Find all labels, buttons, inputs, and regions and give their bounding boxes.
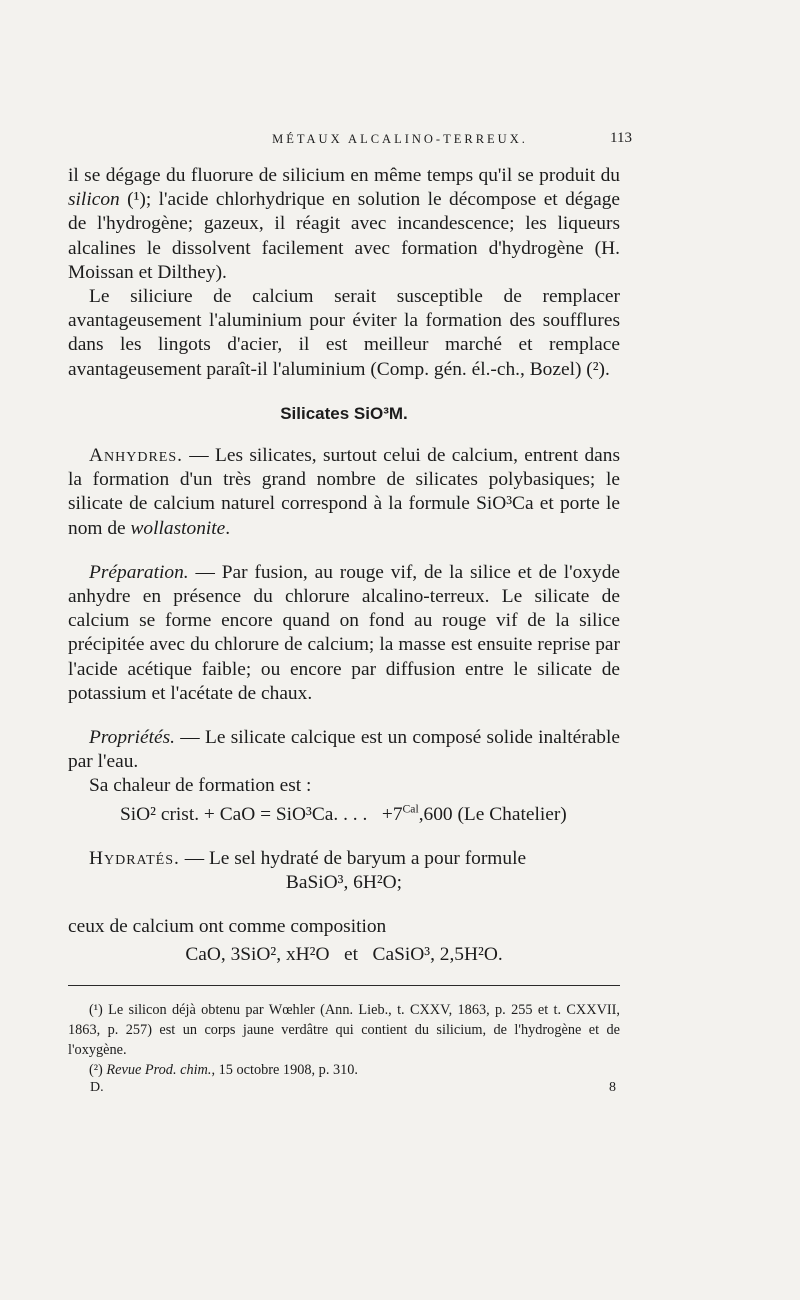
- term-wollastonite: wollastonite: [130, 517, 226, 539]
- equation-barium-silicate: BaSiO³, 6H²O;: [285, 872, 403, 894]
- footnote-divider: [68, 985, 620, 986]
- paragraph-preparation: Préparation. — Par fusion, au rouge vif, de la silice et de l'oxyde anhydre en présence du chlorure alcalino-terreux. Le silicate de calcium se forme encore quand on fond au rouge vif de la silice précipitée avec du chlorure de calcium; la masse est ensuite reprise par l'acide acétique faible; ou encore par diffusion entre le silicate de potassium et l'acétate de chaux.: [68, 561, 620, 704]
- journal-title: Revue Prod. chim.: [106, 1062, 212, 1078]
- running-title: MÉTAUX ALCALINO-TERREUX.: [272, 132, 528, 146]
- paragraph-siliciure: Le siliciure de calcium serait susceptible de remplacer avantageusement l'aluminium pour éviter la formation des soufflures dans les lingots d'acier, il est meilleur marché et remplace avantageusement paraît-il l'aluminium (Comp. gén. él.-ch., Bozel) (²).: [68, 286, 620, 380]
- label-anhydres: Anhydres.: [89, 445, 183, 467]
- signature-number: 8: [609, 1080, 616, 1095]
- paragraph-proprietes: Propriétés. — Le silicate calcique est un composé solide inaltérable par l'eau.: [68, 727, 620, 773]
- term-silicon: silicon: [68, 189, 120, 211]
- footnote-2: (²) Revue Prod. chim., 15 octobre 1908, p. 310.: [89, 1062, 358, 1078]
- footnote-1: (¹) Le silicon déjà obtenu par Wœhler (Ann. Lieb., t. CXXV, 1863, p. 255 et t. CXXVII, 1863, p. 257) est un corps jaune verdâtre qui contient du silicium, de l'hydrogène et de l'oxygène.: [68, 1002, 620, 1058]
- label-preparation: Préparation.: [89, 561, 189, 583]
- paragraph-anhydres: Anhydres. — Les silicates, surtout celui de calcium, entrent dans la formation d'un très grand nombre de silicates polybasiques; le silicate de calcium naturel correspond à la formule SiO³Ca et porte le nom de wollastonite.: [68, 445, 620, 539]
- footnotes: [68, 1000, 620, 1080]
- section-title: Silicates SiO³M.: [280, 403, 408, 423]
- footnote-ref-1: (¹): [127, 189, 146, 211]
- page-number: 113: [610, 130, 632, 146]
- signature-letter: D.: [90, 1080, 104, 1095]
- paragraph-chaleur: Sa chaleur de formation est :: [89, 775, 312, 797]
- equation-calcium-silicates: CaO, 3SiO², xH²O et CaSiO³, 2,5H²O.: [185, 944, 503, 966]
- label-hydrates: Hydratés.: [89, 847, 180, 869]
- paragraph-hydrates: Hydratés. — Le sel hydraté de baryum a pour formule: [89, 847, 527, 869]
- paragraph-ceux: ceux de calcium ont comme composition: [68, 916, 387, 938]
- body-text: [68, 164, 620, 968]
- equation-formation-heat: SiO² crist. + CaO = SiO³Ca. . . . $+7^{Cal},600$ (Le Chatelier): [120, 802, 567, 825]
- label-proprietes: Propriétés.: [89, 727, 175, 749]
- paragraph-silicon: il se dégage du fluorure de silicium en même temps qu'il se produit du silicon (¹); l'acide chlorhydrique en solution le décompose et dégage de l'hydrogène; gazeux, il réagit avec incandescence; les liqueurs alcalines le dissolvent facilement avec formation d'hydrogène (H. Moissan et Dilthey).: [68, 165, 620, 283]
